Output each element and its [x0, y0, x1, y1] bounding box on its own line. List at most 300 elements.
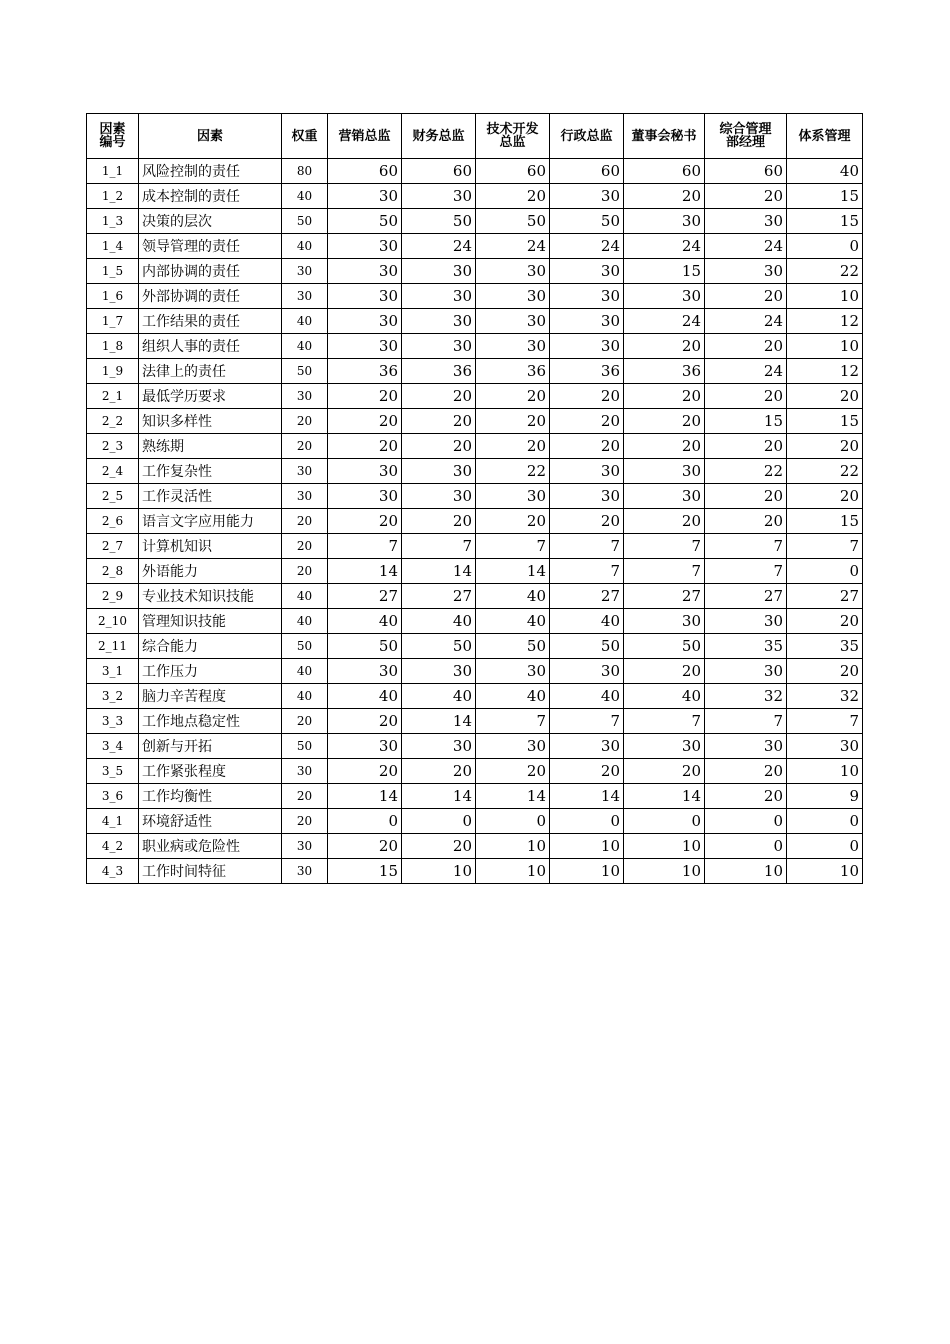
score-cell: 40 — [476, 609, 550, 634]
score-cell: 22 — [476, 459, 550, 484]
score-cell: 10 — [787, 759, 863, 784]
score-cell: 27 — [787, 584, 863, 609]
factor-name-cell: 法律上的责任 — [139, 359, 282, 384]
score-cell: 30 — [550, 659, 624, 684]
table-row — [87, 484, 863, 509]
score-cell: 20 — [787, 434, 863, 459]
score-cell: 20 — [550, 434, 624, 459]
score-cell: 30 — [550, 284, 624, 309]
score-cell: 14 — [402, 559, 476, 584]
score-cell: 30 — [476, 484, 550, 509]
table-row — [87, 609, 863, 634]
score-cell: 7 — [550, 559, 624, 584]
factor-name-cell: 工作灵活性 — [139, 484, 282, 509]
weight-cell: 20 — [282, 534, 328, 559]
score-cell: 30 — [328, 309, 402, 334]
score-cell: 30 — [550, 309, 624, 334]
score-cell: 30 — [328, 184, 402, 209]
score-cell: 36 — [476, 359, 550, 384]
score-cell: 9 — [787, 784, 863, 809]
score-cell: 10 — [705, 859, 787, 884]
score-cell: 30 — [476, 284, 550, 309]
factor-name-cell: 环境舒适性 — [139, 809, 282, 834]
score-cell: 7 — [402, 534, 476, 559]
weight-cell: 40 — [282, 234, 328, 259]
score-cell: 20 — [402, 834, 476, 859]
score-cell: 24 — [705, 234, 787, 259]
score-cell: 30 — [624, 209, 705, 234]
score-cell: 50 — [328, 209, 402, 234]
score-cell: 30 — [624, 459, 705, 484]
factor-name-cell: 工作紧张程度 — [139, 759, 282, 784]
score-cell: 27 — [402, 584, 476, 609]
table-row — [87, 584, 863, 609]
score-cell: 30 — [550, 484, 624, 509]
table-row — [87, 509, 863, 534]
score-cell: 7 — [624, 559, 705, 584]
score-cell: 14 — [402, 709, 476, 734]
score-cell: 30 — [402, 334, 476, 359]
score-cell: 24 — [705, 309, 787, 334]
score-cell: 50 — [550, 209, 624, 234]
factor-name-cell: 工作结果的责任 — [139, 309, 282, 334]
factor-code-cell: 1_4 — [87, 234, 139, 259]
score-cell: 60 — [550, 159, 624, 184]
score-cell: 15 — [787, 509, 863, 534]
score-cell: 40 — [624, 684, 705, 709]
score-cell: 30 — [476, 334, 550, 359]
score-cell: 20 — [624, 434, 705, 459]
factor-code-cell: 3_6 — [87, 784, 139, 809]
score-cell: 32 — [705, 684, 787, 709]
score-cell: 40 — [476, 684, 550, 709]
score-cell: 0 — [787, 834, 863, 859]
score-cell: 36 — [550, 359, 624, 384]
score-cell: 20 — [624, 334, 705, 359]
factor-name-cell: 计算机知识 — [139, 534, 282, 559]
header-row — [87, 114, 863, 159]
header-factor: 因素 — [139, 114, 282, 159]
score-cell: 30 — [550, 334, 624, 359]
factor-code-cell: 2_5 — [87, 484, 139, 509]
score-cell: 20 — [705, 434, 787, 459]
score-cell: 60 — [624, 159, 705, 184]
score-cell: 24 — [624, 309, 705, 334]
score-cell: 15 — [328, 859, 402, 884]
weight-cell: 40 — [282, 609, 328, 634]
score-cell: 15 — [787, 184, 863, 209]
score-cell: 20 — [476, 434, 550, 459]
score-cell: 20 — [476, 184, 550, 209]
score-cell: 7 — [624, 534, 705, 559]
weight-cell: 20 — [282, 434, 328, 459]
score-cell: 0 — [705, 809, 787, 834]
score-cell: 0 — [787, 809, 863, 834]
score-cell: 20 — [624, 409, 705, 434]
weight-cell: 20 — [282, 809, 328, 834]
score-cell: 22 — [705, 459, 787, 484]
score-cell: 20 — [787, 484, 863, 509]
factor-name-cell: 组织人事的责任 — [139, 334, 282, 359]
score-cell: 30 — [705, 259, 787, 284]
score-cell: 40 — [402, 609, 476, 634]
score-cell: 10 — [402, 859, 476, 884]
score-cell: 30 — [402, 309, 476, 334]
header-factor-code: 因素编号 — [87, 114, 139, 159]
header-position: 董事会秘书 — [624, 114, 705, 159]
weight-cell: 40 — [282, 584, 328, 609]
table-row — [87, 734, 863, 759]
factor-code-cell: 1_2 — [87, 184, 139, 209]
score-cell: 12 — [787, 359, 863, 384]
weight-cell: 40 — [282, 184, 328, 209]
score-cell: 50 — [328, 634, 402, 659]
weight-cell: 80 — [282, 159, 328, 184]
score-cell: 20 — [787, 659, 863, 684]
score-cell: 30 — [402, 734, 476, 759]
score-cell: 10 — [550, 834, 624, 859]
score-cell: 0 — [550, 809, 624, 834]
factor-name-cell: 知识多样性 — [139, 409, 282, 434]
factor-name-cell: 工作时间特征 — [139, 859, 282, 884]
score-cell: 10 — [550, 859, 624, 884]
score-cell: 20 — [705, 509, 787, 534]
score-cell: 15 — [787, 209, 863, 234]
score-cell: 10 — [624, 859, 705, 884]
score-cell: 20 — [476, 509, 550, 534]
score-cell: 30 — [624, 484, 705, 509]
factor-code-cell: 2_4 — [87, 459, 139, 484]
score-cell: 7 — [705, 559, 787, 584]
weight-cell: 20 — [282, 559, 328, 584]
score-cell: 20 — [328, 409, 402, 434]
table-row — [87, 334, 863, 359]
table-row — [87, 309, 863, 334]
score-cell: 30 — [550, 734, 624, 759]
score-cell: 24 — [705, 359, 787, 384]
factor-name-cell: 内部协调的责任 — [139, 259, 282, 284]
score-cell: 20 — [705, 284, 787, 309]
factor-name-cell: 熟练期 — [139, 434, 282, 459]
score-cell: 60 — [402, 159, 476, 184]
table-row — [87, 409, 863, 434]
factor-name-cell: 工作复杂性 — [139, 459, 282, 484]
score-cell: 40 — [476, 584, 550, 609]
score-cell: 14 — [624, 784, 705, 809]
factor-name-cell: 脑力辛苦程度 — [139, 684, 282, 709]
score-cell: 60 — [705, 159, 787, 184]
factor-name-cell: 外语能力 — [139, 559, 282, 584]
factor-code-cell: 2_1 — [87, 384, 139, 409]
score-cell: 20 — [476, 759, 550, 784]
score-cell: 20 — [624, 184, 705, 209]
score-cell: 30 — [402, 484, 476, 509]
score-cell: 30 — [476, 309, 550, 334]
score-cell: 24 — [402, 234, 476, 259]
table-row — [87, 659, 863, 684]
score-cell: 60 — [476, 159, 550, 184]
factor-name-cell: 工作均衡性 — [139, 784, 282, 809]
score-cell: 20 — [624, 759, 705, 784]
factor-code-cell: 1_8 — [87, 334, 139, 359]
score-cell: 20 — [328, 434, 402, 459]
factor-name-cell: 创新与开拓 — [139, 734, 282, 759]
score-cell: 20 — [402, 434, 476, 459]
score-cell: 36 — [328, 359, 402, 384]
score-cell: 0 — [624, 809, 705, 834]
score-cell: 10 — [476, 834, 550, 859]
score-cell: 10 — [787, 334, 863, 359]
header-position: 营销总监 — [328, 114, 402, 159]
table-row — [87, 559, 863, 584]
table-row — [87, 534, 863, 559]
score-cell: 30 — [550, 184, 624, 209]
score-cell: 20 — [550, 409, 624, 434]
table-row — [87, 359, 863, 384]
factor-code-cell: 1_6 — [87, 284, 139, 309]
factor-code-cell: 2_7 — [87, 534, 139, 559]
score-cell: 40 — [402, 684, 476, 709]
score-cell: 27 — [705, 584, 787, 609]
score-cell: 24 — [476, 234, 550, 259]
score-cell: 30 — [624, 609, 705, 634]
score-cell: 30 — [476, 659, 550, 684]
score-cell: 30 — [328, 484, 402, 509]
weight-cell: 50 — [282, 634, 328, 659]
score-cell: 20 — [624, 384, 705, 409]
weight-cell: 20 — [282, 709, 328, 734]
factor-name-cell: 职业病或危险性 — [139, 834, 282, 859]
header-position: 行政总监 — [550, 114, 624, 159]
factor-code-cell: 3_3 — [87, 709, 139, 734]
factor-name-cell: 领导管理的责任 — [139, 234, 282, 259]
table-row — [87, 759, 863, 784]
weight-cell: 20 — [282, 409, 328, 434]
weight-cell: 30 — [282, 259, 328, 284]
score-cell: 10 — [787, 859, 863, 884]
score-cell: 14 — [328, 559, 402, 584]
score-cell: 60 — [328, 159, 402, 184]
score-cell: 50 — [476, 209, 550, 234]
factor-name-cell: 工作压力 — [139, 659, 282, 684]
table-row — [87, 834, 863, 859]
score-cell: 30 — [705, 609, 787, 634]
weight-cell: 30 — [282, 384, 328, 409]
score-cell: 10 — [624, 834, 705, 859]
score-cell: 20 — [328, 759, 402, 784]
factor-code-cell: 1_1 — [87, 159, 139, 184]
score-cell: 20 — [328, 834, 402, 859]
score-cell: 7 — [624, 709, 705, 734]
factor-code-cell: 3_4 — [87, 734, 139, 759]
weight-cell: 30 — [282, 834, 328, 859]
score-cell: 30 — [328, 734, 402, 759]
factor-name-cell: 综合能力 — [139, 634, 282, 659]
score-cell: 7 — [550, 709, 624, 734]
score-cell: 27 — [550, 584, 624, 609]
weight-cell: 50 — [282, 209, 328, 234]
factor-code-cell: 1_7 — [87, 309, 139, 334]
table-row — [87, 234, 863, 259]
score-cell: 15 — [787, 409, 863, 434]
score-cell: 36 — [402, 359, 476, 384]
score-cell: 7 — [476, 709, 550, 734]
score-cell: 22 — [787, 259, 863, 284]
header-position: 财务总监 — [402, 114, 476, 159]
score-cell: 20 — [402, 384, 476, 409]
factor-code-cell: 4_3 — [87, 859, 139, 884]
factor-name-cell: 成本控制的责任 — [139, 184, 282, 209]
score-cell: 30 — [328, 334, 402, 359]
score-cell: 20 — [705, 759, 787, 784]
score-cell: 30 — [328, 234, 402, 259]
score-cell: 30 — [550, 259, 624, 284]
factor-code-cell: 1_3 — [87, 209, 139, 234]
weight-cell: 30 — [282, 459, 328, 484]
score-cell: 30 — [550, 459, 624, 484]
factor-code-cell: 2_3 — [87, 434, 139, 459]
score-cell: 30 — [705, 734, 787, 759]
weight-cell: 40 — [282, 684, 328, 709]
score-cell: 27 — [328, 584, 402, 609]
score-cell: 20 — [328, 509, 402, 534]
score-cell: 20 — [705, 484, 787, 509]
score-cell: 15 — [705, 409, 787, 434]
table-row — [87, 184, 863, 209]
score-cell: 7 — [787, 534, 863, 559]
score-cell: 0 — [787, 234, 863, 259]
score-cell: 30 — [705, 209, 787, 234]
table-row — [87, 684, 863, 709]
score-cell: 14 — [402, 784, 476, 809]
weight-cell: 50 — [282, 734, 328, 759]
factor-name-cell: 风险控制的责任 — [139, 159, 282, 184]
score-cell: 20 — [624, 659, 705, 684]
factor-code-cell: 4_1 — [87, 809, 139, 834]
table-row — [87, 809, 863, 834]
factor-code-cell: 2_2 — [87, 409, 139, 434]
score-cell: 20 — [787, 384, 863, 409]
header-position: 体系管理 — [787, 114, 863, 159]
weight-cell: 30 — [282, 484, 328, 509]
score-cell: 27 — [624, 584, 705, 609]
score-cell: 40 — [328, 609, 402, 634]
score-cell: 30 — [328, 459, 402, 484]
score-cell: 7 — [550, 534, 624, 559]
table-row — [87, 459, 863, 484]
score-cell: 30 — [476, 259, 550, 284]
score-cell: 7 — [705, 709, 787, 734]
score-cell: 40 — [550, 609, 624, 634]
score-cell: 20 — [550, 509, 624, 534]
score-cell: 30 — [328, 659, 402, 684]
score-cell: 20 — [476, 409, 550, 434]
score-cell: 7 — [705, 534, 787, 559]
score-cell: 40 — [328, 684, 402, 709]
score-cell: 14 — [476, 559, 550, 584]
score-cell: 20 — [328, 384, 402, 409]
score-cell: 20 — [705, 384, 787, 409]
factor-code-cell: 1_5 — [87, 259, 139, 284]
score-cell: 32 — [787, 684, 863, 709]
table-row — [87, 284, 863, 309]
header-weight: 权重 — [282, 114, 328, 159]
factor-code-cell: 2_8 — [87, 559, 139, 584]
score-cell: 14 — [550, 784, 624, 809]
score-cell: 30 — [402, 659, 476, 684]
weight-cell: 30 — [282, 859, 328, 884]
score-cell: 35 — [787, 634, 863, 659]
score-cell: 30 — [328, 259, 402, 284]
score-cell: 7 — [787, 709, 863, 734]
factor-name-cell: 专业技术知识技能 — [139, 584, 282, 609]
factor-code-cell: 3_5 — [87, 759, 139, 784]
score-cell: 22 — [787, 459, 863, 484]
table-row — [87, 159, 863, 184]
score-cell: 50 — [476, 634, 550, 659]
score-cell: 30 — [402, 459, 476, 484]
score-cell: 20 — [402, 759, 476, 784]
score-cell: 20 — [550, 384, 624, 409]
score-cell: 50 — [402, 209, 476, 234]
factor-name-cell: 语言文字应用能力 — [139, 509, 282, 534]
factor-name-cell: 最低学历要求 — [139, 384, 282, 409]
score-cell: 20 — [328, 709, 402, 734]
weight-cell: 40 — [282, 334, 328, 359]
factor-name-cell: 决策的层次 — [139, 209, 282, 234]
weight-cell: 40 — [282, 659, 328, 684]
header-position: 综合管理部经理 — [705, 114, 787, 159]
table-row — [87, 209, 863, 234]
score-cell: 30 — [328, 284, 402, 309]
score-cell: 20 — [705, 784, 787, 809]
score-cell: 40 — [550, 684, 624, 709]
score-cell: 7 — [328, 534, 402, 559]
header-position: 技术开发总监 — [476, 114, 550, 159]
score-cell: 10 — [787, 284, 863, 309]
weight-cell: 30 — [282, 759, 328, 784]
score-cell: 30 — [476, 734, 550, 759]
score-cell: 50 — [402, 634, 476, 659]
score-cell: 14 — [328, 784, 402, 809]
score-cell: 0 — [402, 809, 476, 834]
factor-code-cell: 2_6 — [87, 509, 139, 534]
table-row — [87, 784, 863, 809]
score-cell: 30 — [624, 734, 705, 759]
score-cell: 24 — [624, 234, 705, 259]
factor-code-cell: 2_9 — [87, 584, 139, 609]
score-cell: 30 — [402, 259, 476, 284]
weight-cell: 40 — [282, 309, 328, 334]
factor-code-cell: 3_2 — [87, 684, 139, 709]
weight-cell: 20 — [282, 784, 328, 809]
score-cell: 20 — [402, 409, 476, 434]
score-cell: 30 — [787, 734, 863, 759]
score-cell: 30 — [624, 284, 705, 309]
score-cell: 30 — [705, 659, 787, 684]
score-cell: 7 — [476, 534, 550, 559]
factor-code-cell: 4_2 — [87, 834, 139, 859]
score-cell: 50 — [550, 634, 624, 659]
score-cell: 20 — [402, 509, 476, 534]
score-cell: 0 — [705, 834, 787, 859]
score-cell: 20 — [476, 384, 550, 409]
table-row — [87, 259, 863, 284]
weight-cell: 50 — [282, 359, 328, 384]
score-cell: 40 — [787, 159, 863, 184]
score-cell: 30 — [402, 184, 476, 209]
score-cell: 20 — [550, 759, 624, 784]
